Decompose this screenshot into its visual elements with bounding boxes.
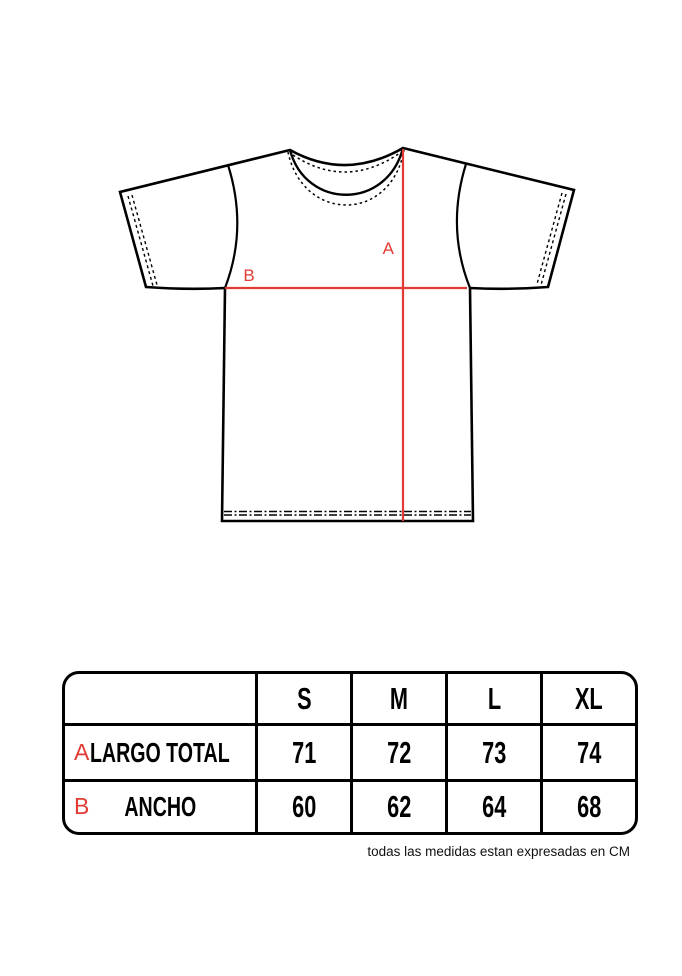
row-key-b: B [74, 793, 90, 820]
tshirt-outline [120, 148, 574, 521]
value-ancho-xl: 68 [576, 789, 602, 824]
size-header-label: M [389, 680, 409, 716]
table-value-cell [445, 723, 540, 779]
size-header-l [445, 674, 540, 723]
value-largo-s: 71 [291, 734, 317, 770]
row-key-a: A [74, 738, 90, 765]
table-value-cell [445, 779, 540, 832]
table-value-cell [540, 779, 635, 832]
value-ancho-l: 64 [481, 789, 507, 824]
row-label-largo-total: LARGO TOTAL [90, 736, 230, 768]
size-header-label: L [487, 680, 501, 716]
table-value-cell [350, 779, 445, 832]
row-ancho-label-cell [65, 779, 255, 832]
row-label-ancho: ANCHO [124, 791, 196, 822]
size-header-m [350, 674, 445, 723]
measurement-label-b: B [243, 266, 255, 285]
table-value-cell [350, 723, 445, 779]
value-largo-l: 73 [481, 734, 507, 770]
value-largo-m: 72 [386, 734, 412, 770]
size-header-label: S [296, 680, 312, 716]
size-header-s [255, 674, 350, 723]
size-table [62, 671, 638, 835]
value-ancho-m: 62 [386, 789, 412, 824]
measurement-label-a: A [382, 239, 394, 258]
value-largo-xl: 74 [576, 734, 602, 770]
size-header-label: XL [575, 680, 603, 716]
row-largo-total-label-cell [65, 723, 255, 779]
table-value-cell [255, 723, 350, 779]
table-value-cell [255, 779, 350, 832]
table-corner-cell [65, 674, 255, 723]
units-footnote: todas las medidas estan expresadas en CM [367, 844, 630, 859]
value-ancho-s: 60 [291, 789, 317, 824]
table-value-cell [540, 723, 635, 779]
size-header-xl [540, 674, 635, 723]
